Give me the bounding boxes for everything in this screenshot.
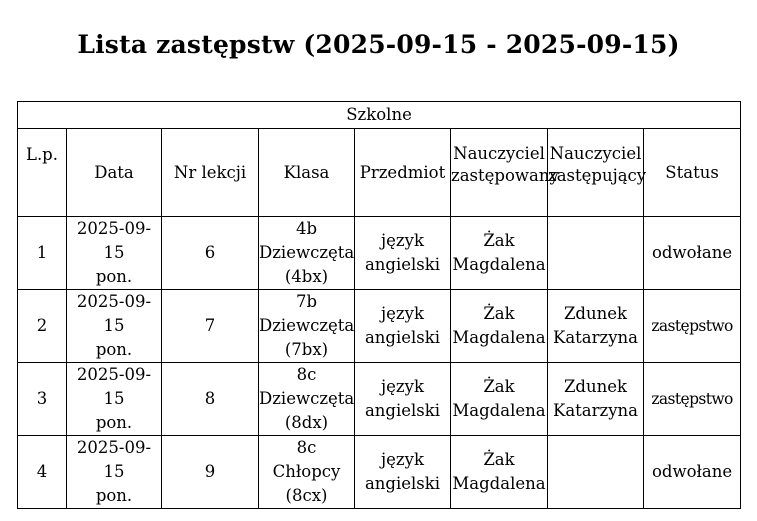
cell-class bbox=[259, 363, 355, 436]
cell-class bbox=[259, 436, 355, 509]
cell-subject bbox=[355, 436, 451, 509]
replaced-firstname: Magdalena bbox=[452, 255, 546, 274]
page-title: Lista zastępstw (2025-09-15 - 2025-09-15) bbox=[77, 30, 680, 59]
class-subgroup: (7bx) bbox=[284, 340, 329, 359]
subject-line1: język bbox=[381, 304, 424, 323]
class-code: 7b bbox=[295, 292, 318, 311]
cell-status: zastępstwo bbox=[644, 363, 741, 436]
cell-class bbox=[259, 217, 355, 290]
day-value: pon. bbox=[95, 340, 133, 359]
cell-substitute-teacher bbox=[548, 436, 644, 509]
replaced-surname: Żak bbox=[483, 377, 515, 396]
cell-subject bbox=[355, 217, 451, 290]
section-title: Szkolne bbox=[18, 102, 741, 129]
cell-class bbox=[259, 290, 355, 363]
class-group: Dziewczęta bbox=[259, 316, 355, 335]
cell-subject bbox=[355, 363, 451, 436]
class-group: Dziewczęta bbox=[259, 389, 355, 408]
header-row bbox=[18, 129, 741, 217]
cell-lesson: 7 bbox=[162, 290, 259, 363]
subject-line2: angielski bbox=[364, 474, 441, 493]
substitute-surname: Zdunek bbox=[563, 377, 628, 396]
class-subgroup: (4bx) bbox=[284, 267, 329, 286]
cell-lesson: 6 bbox=[162, 217, 259, 290]
cell-status: odwołane bbox=[644, 217, 741, 290]
cell-replaced-teacher bbox=[451, 436, 548, 509]
class-subgroup: (8cx) bbox=[285, 486, 328, 505]
table-row bbox=[18, 290, 741, 363]
cell-date bbox=[67, 290, 162, 363]
table-row bbox=[18, 217, 741, 290]
replaced-firstname: Magdalena bbox=[452, 328, 546, 347]
date-value: 2025-09-15 bbox=[76, 365, 152, 408]
replaced-surname: Żak bbox=[483, 231, 515, 250]
cell-date bbox=[67, 217, 162, 290]
header-lesson: Nr lekcji bbox=[162, 129, 259, 217]
date-value: 2025-09-15 bbox=[76, 292, 152, 335]
cell-lp: 1 bbox=[18, 217, 67, 290]
cell-replaced-teacher bbox=[451, 363, 548, 436]
header-substitute-line2: zastępujący bbox=[548, 166, 647, 185]
date-value: 2025-09-15 bbox=[76, 438, 152, 481]
class-group: Dziewczęta bbox=[259, 243, 355, 262]
replaced-surname: Żak bbox=[483, 450, 515, 469]
cell-substitute-teacher bbox=[548, 363, 644, 436]
subject-line1: język bbox=[381, 231, 424, 250]
class-code: 4b bbox=[295, 219, 318, 238]
replaced-firstname: Magdalena bbox=[452, 401, 546, 420]
day-value: pon. bbox=[95, 486, 133, 505]
cell-replaced-teacher bbox=[451, 217, 548, 290]
cell-date bbox=[67, 436, 162, 509]
substitute-firstname: Katarzyna bbox=[553, 328, 638, 347]
header-substitute-line1: Nauczyciel bbox=[549, 144, 642, 163]
cell-lesson: 9 bbox=[162, 436, 259, 509]
header-substitute-teacher bbox=[548, 129, 647, 217]
header-replaced-line2: zastępowany bbox=[451, 166, 559, 185]
class-code: 8c bbox=[296, 365, 317, 384]
cell-lp: 3 bbox=[18, 363, 67, 436]
subject-line1: język bbox=[381, 450, 424, 469]
class-code: 8c bbox=[296, 438, 317, 457]
cell-status: zastępstwo bbox=[644, 290, 741, 363]
replaced-surname: Żak bbox=[483, 304, 515, 323]
day-value: pon. bbox=[95, 413, 133, 432]
cell-subject bbox=[355, 290, 451, 363]
subject-line2: angielski bbox=[364, 328, 441, 347]
class-subgroup: (8dx) bbox=[284, 413, 329, 432]
section-row bbox=[18, 102, 741, 129]
header-subject: Przedmiot bbox=[355, 129, 451, 217]
substitutions-table bbox=[17, 101, 741, 509]
table-row bbox=[18, 436, 741, 509]
cell-date bbox=[67, 363, 162, 436]
class-group: Chłopcy bbox=[272, 462, 341, 481]
substitute-surname: Zdunek bbox=[563, 304, 628, 323]
cell-lesson: 8 bbox=[162, 363, 259, 436]
cell-replaced-teacher bbox=[451, 290, 548, 363]
subject-line2: angielski bbox=[364, 401, 441, 420]
header-replaced-teacher bbox=[451, 129, 559, 217]
cell-substitute-teacher bbox=[548, 290, 644, 363]
cell-substitute-teacher bbox=[548, 217, 644, 290]
day-value: pon. bbox=[95, 267, 133, 286]
table-row bbox=[18, 363, 741, 436]
header-replaced-line1: Nauczyciel bbox=[453, 144, 545, 163]
header-class: Klasa bbox=[259, 129, 355, 217]
date-value: 2025-09-15 bbox=[76, 219, 152, 262]
subject-line2: angielski bbox=[364, 255, 441, 274]
cell-status: odwołane bbox=[644, 436, 741, 509]
substitute-firstname: Katarzyna bbox=[553, 401, 638, 420]
replaced-firstname: Magdalena bbox=[452, 474, 546, 493]
header-date: Data bbox=[67, 129, 162, 217]
header-lp: L.p. bbox=[18, 129, 67, 217]
header-status: Status bbox=[644, 129, 741, 217]
subject-line1: język bbox=[381, 377, 424, 396]
cell-lp: 4 bbox=[18, 436, 67, 509]
cell-lp: 2 bbox=[18, 290, 67, 363]
